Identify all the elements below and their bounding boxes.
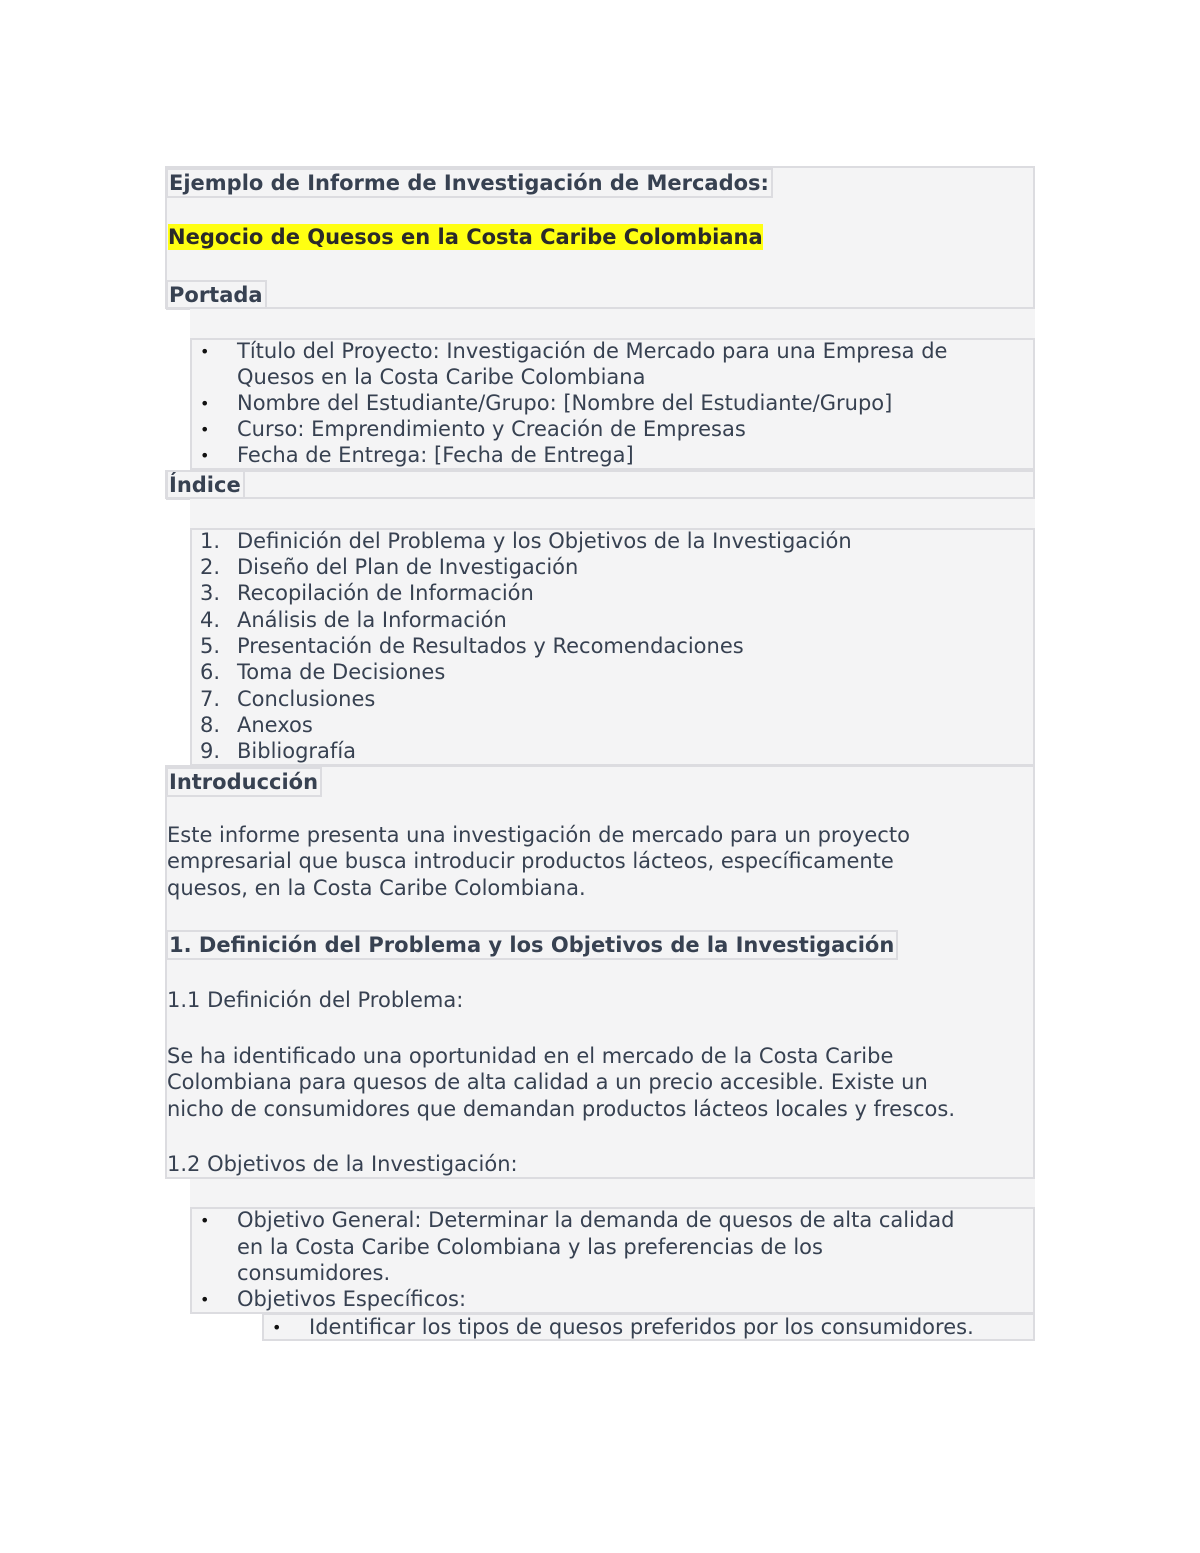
subsection-heading: 1.1 Definición del Problema: bbox=[167, 988, 464, 1012]
list-item: Nombre del Estudiante/Grupo: [Nombre del Estudiante/Grupo] bbox=[237, 391, 893, 415]
list-number: 9. bbox=[199, 739, 220, 763]
list-item: Conclusiones bbox=[237, 687, 376, 711]
list-number: 6. bbox=[199, 660, 220, 684]
paragraph-line: Se ha identificado una oportunidad en el mercado de la Costa Caribe bbox=[167, 1044, 894, 1068]
portada-heading: Portada bbox=[166, 280, 267, 310]
spacer-strip bbox=[190, 309, 1035, 338]
list-bullet: • bbox=[200, 446, 210, 465]
list-number: 4. bbox=[199, 608, 220, 632]
list-number: 7. bbox=[199, 687, 220, 711]
list-item: Objetivo General: Determinar la demanda de quesos de alta calidad bbox=[237, 1208, 955, 1232]
list-bullet: • bbox=[200, 420, 210, 439]
list-item: Presentación de Resultados y Recomendaciones bbox=[237, 634, 744, 658]
list-bullet: • bbox=[200, 342, 210, 361]
indice-heading: Índice bbox=[166, 470, 245, 500]
spacer-strip bbox=[190, 499, 1035, 528]
list-number: 1. bbox=[199, 529, 220, 553]
paragraph-line: nicho de consumidores que demandan productos lácteos locales y frescos. bbox=[167, 1097, 955, 1121]
paragraph-line: quesos, en la Costa Caribe Colombiana. bbox=[167, 876, 586, 900]
list-item-continuation: consumidores. bbox=[237, 1261, 391, 1285]
paragraph-line: empresarial que busca introducir productos lácteos, específicamente bbox=[167, 849, 894, 873]
list-item: Recopilación de Información bbox=[237, 581, 534, 605]
list-bullet: • bbox=[272, 1318, 282, 1337]
document-subtitle: Negocio de Quesos en la Costa Caribe Colombiana bbox=[168, 225, 763, 249]
list-item: Objetivos Específicos: bbox=[237, 1287, 467, 1311]
list-bullet: • bbox=[200, 1211, 210, 1230]
list-item: Curso: Emprendimiento y Creación de Empresas bbox=[237, 417, 746, 441]
list-number: 8. bbox=[199, 713, 220, 737]
list-item-continuation: Quesos en la Costa Caribe Colombiana bbox=[237, 365, 646, 389]
section1-heading: 1. Definición del Problema y los Objetivos de la Investigación bbox=[166, 930, 898, 960]
document-title: Ejemplo de Informe de Investigación de Mercados: bbox=[166, 168, 773, 198]
list-item: Definición del Problema y los Objetivos de la Investigación bbox=[237, 529, 852, 553]
list-item: Identificar los tipos de quesos preferidos por los consumidores. bbox=[309, 1315, 974, 1339]
list-bullet: • bbox=[200, 1290, 210, 1309]
list-item: Toma de Decisiones bbox=[237, 660, 446, 684]
list-item: Anexos bbox=[237, 713, 313, 737]
spacer-strip bbox=[190, 1179, 1035, 1208]
list-item: Fecha de Entrega: [Fecha de Entrega] bbox=[237, 443, 634, 467]
list-number: 3. bbox=[199, 581, 220, 605]
paragraph-line: Este informe presenta una investigación de mercado para un proyecto bbox=[167, 823, 910, 847]
list-number: 2. bbox=[199, 555, 220, 579]
list-item-continuation: en la Costa Caribe Colombiana y las preferencias de los bbox=[237, 1235, 823, 1259]
introduccion-heading: Introducción bbox=[166, 767, 322, 797]
indice-heading-block bbox=[165, 470, 1035, 499]
list-item: Diseño del Plan de Investigación bbox=[237, 555, 579, 579]
list-bullet: • bbox=[200, 394, 210, 413]
paragraph-line: Colombiana para quesos de alta calidad a un precio accesible. Existe un bbox=[167, 1070, 928, 1094]
list-item: Título del Proyecto: Investigación de Mercado para una Empresa de bbox=[237, 339, 948, 363]
list-item: Análisis de la Información bbox=[237, 608, 507, 632]
list-number: 5. bbox=[199, 634, 220, 658]
list-item: Bibliografía bbox=[237, 739, 357, 763]
subsection-heading: 1.2 Objetivos de la Investigación: bbox=[167, 1152, 518, 1176]
